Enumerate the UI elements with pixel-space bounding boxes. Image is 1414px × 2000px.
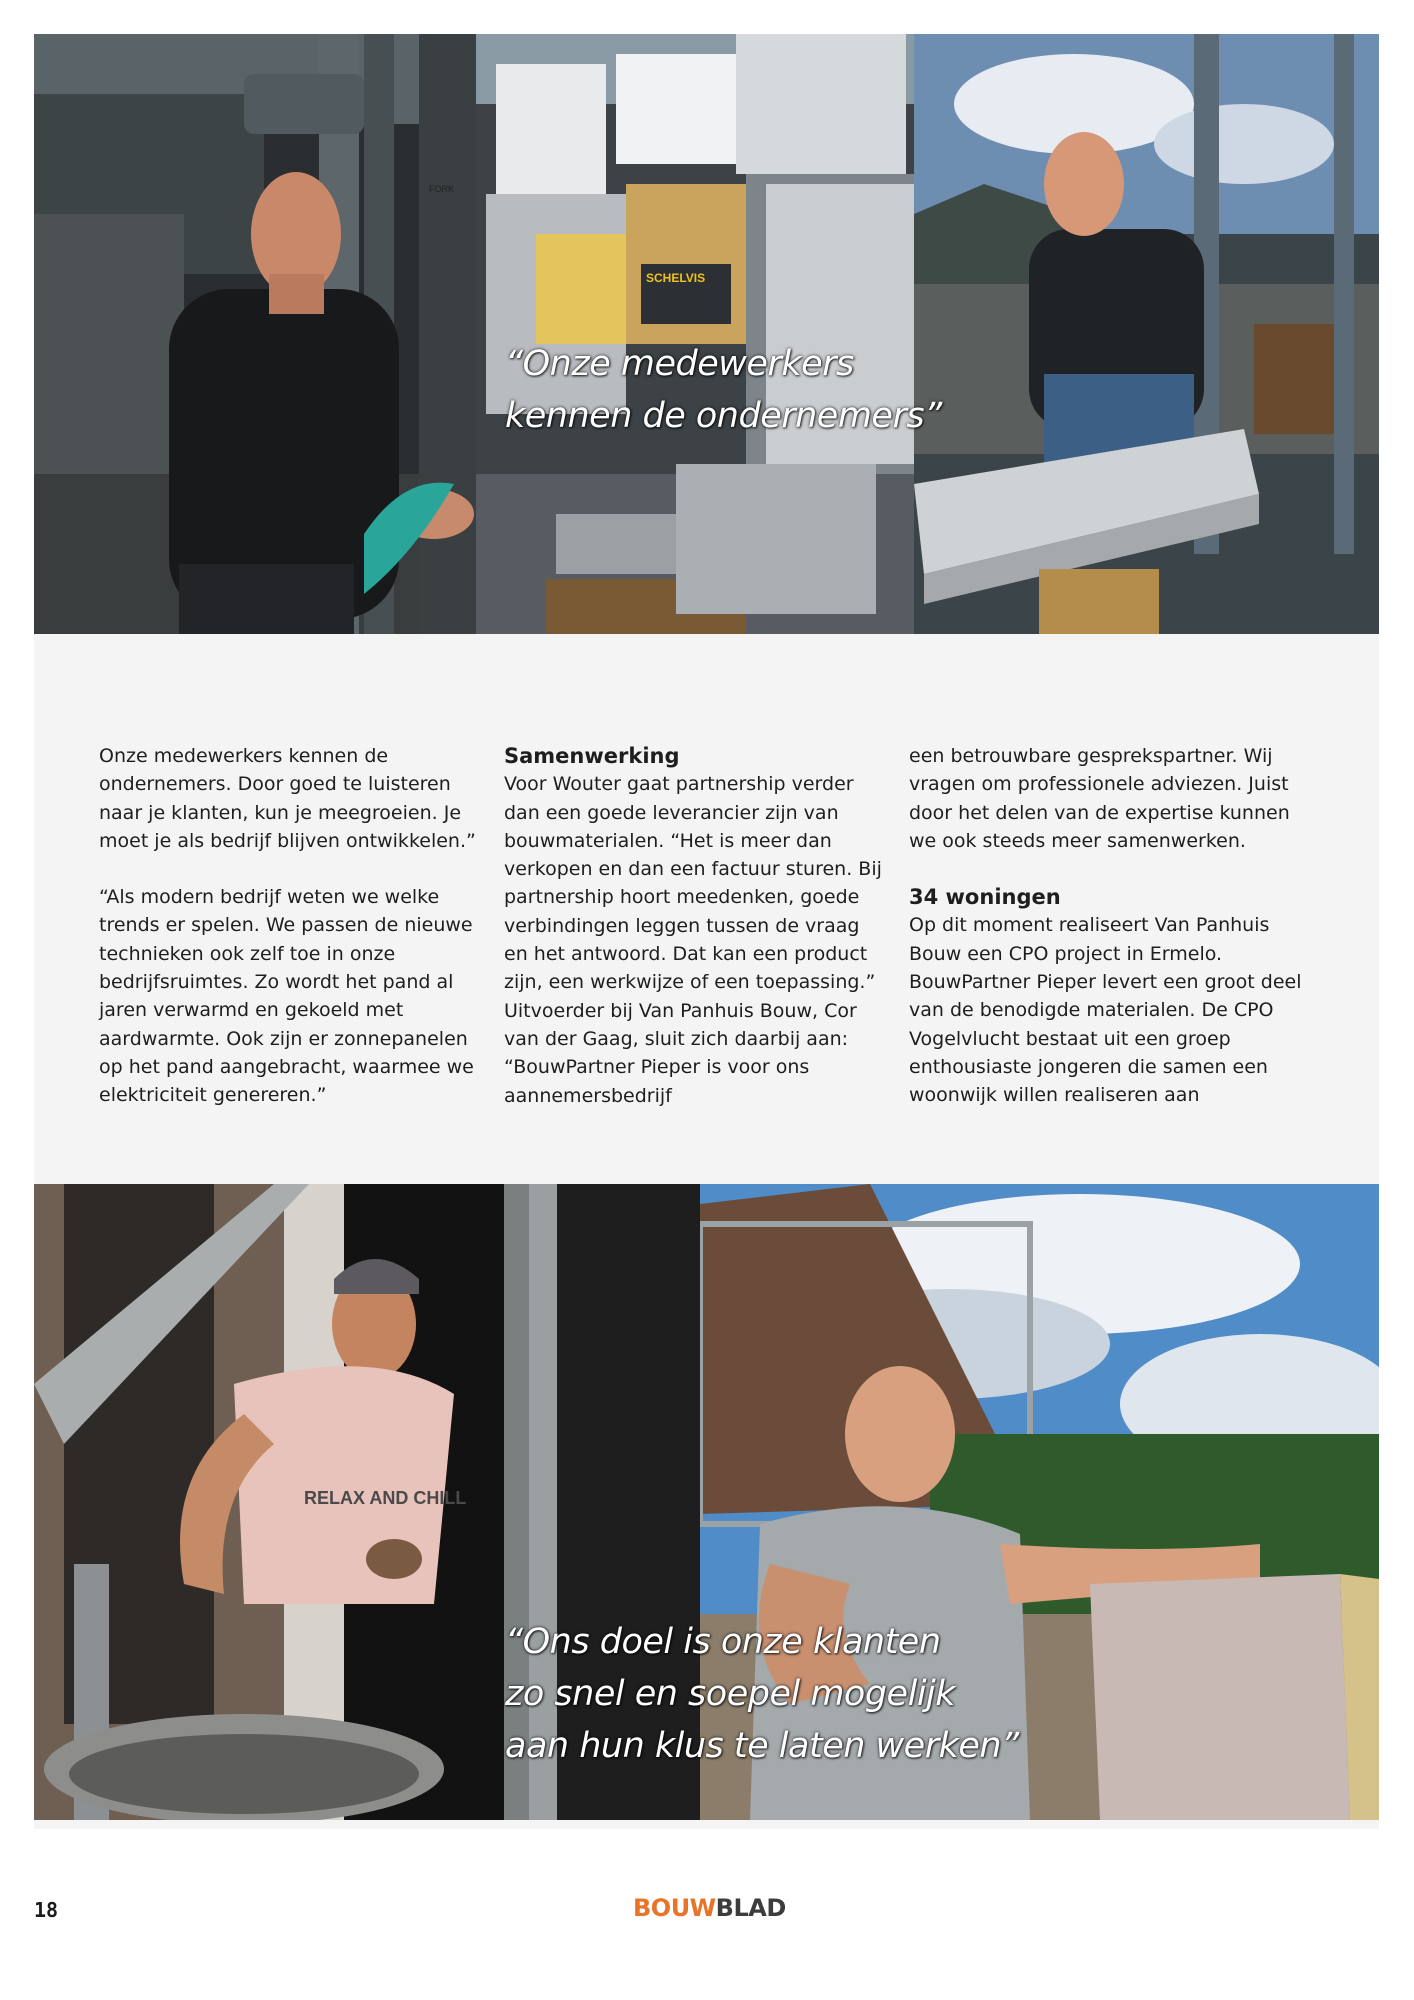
text-column-3 [909,742,1304,1110]
logo-part-bouw: BOUW [633,1894,716,1922]
pull-quote-bottom [505,1616,1019,1772]
col1-paragraph-1: Onze medewerkers kennen de ondernemers. Door goed te luisteren naar je klanten, kun je meegroeien. Je moet je als bedrijf blijven ontwikkelen.” [99,745,476,852]
forklift-plate-text: FORK [429,184,455,194]
pull-quote-top [505,338,942,442]
pull-quote-bottom-line-2: zo snel en soepel mogelijk [505,1674,956,1714]
text-column-1 [99,742,484,1110]
col1-paragraph-2: “Als modern bedrijf weten we welke trends er spelen. We passen de nieuwe technieken ook zelf toe in onze bedrijfsruimtes. Zo wordt het pand al jaren verwarmd en gekoeld met aardwarmte. Ook zijn er zonnepanelen op het pand aangebracht, waarmee we elektriciteit genereren.” [99,886,474,1107]
col2-paragraph-1: Voor Wouter gaat partnership verder dan een goede leverancier zijn van bouwmaterialen. “Het is meer dan verkopen en dan een factuur sturen. Bij partnership hoort meedenken, goede verbindingen leggen tussen de vraag en het antwoord. Dat kan een product zijn, een werkwijze of een toepassing.” Uitvoerder bij Van Panhuis Bouw, Cor van der Gaag, sluit zich daarbij aan: “BouwPartner Pieper is voor ons aannemersbedrijf [504,773,882,1107]
shirt-print-text: RELAX AND CHILL [304,1488,467,1508]
photo-worker-forklift [34,34,490,634]
pull-quote-bottom-line-1: “Ons doel is onze klanten [505,1622,941,1662]
logo-part-blad: BLAD [715,1894,786,1922]
photo-worker-lifting [914,34,1379,634]
box-label-text: SCHELVIS [646,271,706,285]
pull-quote-top-line-2: kennen de ondernemers” [505,396,942,436]
text-column-2 [504,742,884,1110]
col3-paragraph-1: een betrouwbare gesprekspartner. Wij vragen om professionele adviezen. Juist door het delen van de expertise kunnen we ook steeds meer samenwerken. [909,745,1290,852]
pull-quote-top-line-1: “Onze medewerkers [505,344,854,384]
photo-pallets [476,34,914,634]
magazine-logo [633,1894,786,1922]
heading-samenwerking: Samenwerking [504,744,680,768]
pull-quote-bottom-line-3: aan hun klus te laten werken” [505,1726,1019,1766]
heading-34-woningen: 34 woningen [909,885,1061,910]
col3-paragraph-2: Op dit moment realiseert Van Panhuis Bouw een CPO project in Ermelo. BouwPartner Pieper levert een groot deel van de benodigde materialen. De CPO Vogelvlucht bestaat uit een groep enthousiaste jongeren die samen een woonwijk willen realiseren aan [909,914,1302,1107]
page-number: 18 [34,1898,59,1922]
